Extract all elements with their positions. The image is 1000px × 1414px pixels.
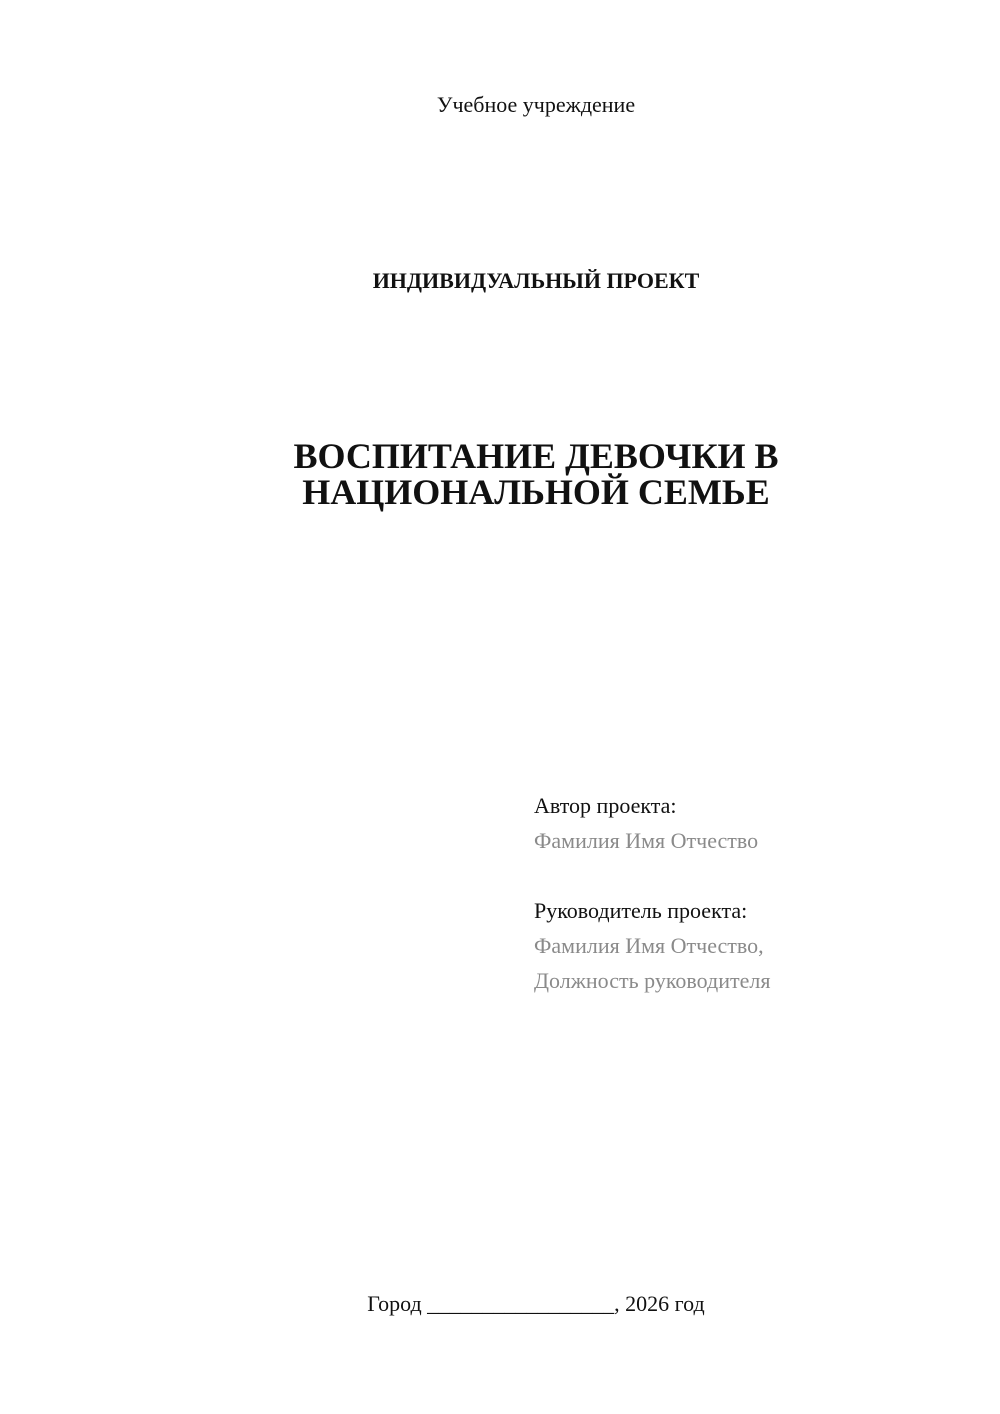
- project-info-block: [534, 788, 974, 998]
- institution-name: Учебное учреждение: [436, 92, 636, 117]
- project-type-heading: ИНДИВИДУАЛЬНЫЙ ПРОЕКТ: [372, 268, 700, 293]
- supervisor-name-placeholder: Фамилия Имя Отчество,: [534, 933, 764, 958]
- author-name-placeholder: Фамилия Имя Отчество: [534, 828, 759, 853]
- author-label: Автор проекта:: [534, 793, 677, 818]
- project-title-line-1: ВОСПИТАНИЕ ДЕВОЧКИ В: [293, 436, 779, 476]
- supervisor-label: Руководитель проекта:: [534, 898, 748, 923]
- project-title-line-2: НАЦИОНАЛЬНОЙ СЕМЬЕ: [302, 472, 770, 512]
- info-spacer: [534, 858, 974, 893]
- project-title: [0, 438, 1000, 510]
- supervisor-position-placeholder: Должность руководителя: [534, 968, 771, 993]
- city-year-footer: Город _________________, 2026 год: [367, 1291, 705, 1316]
